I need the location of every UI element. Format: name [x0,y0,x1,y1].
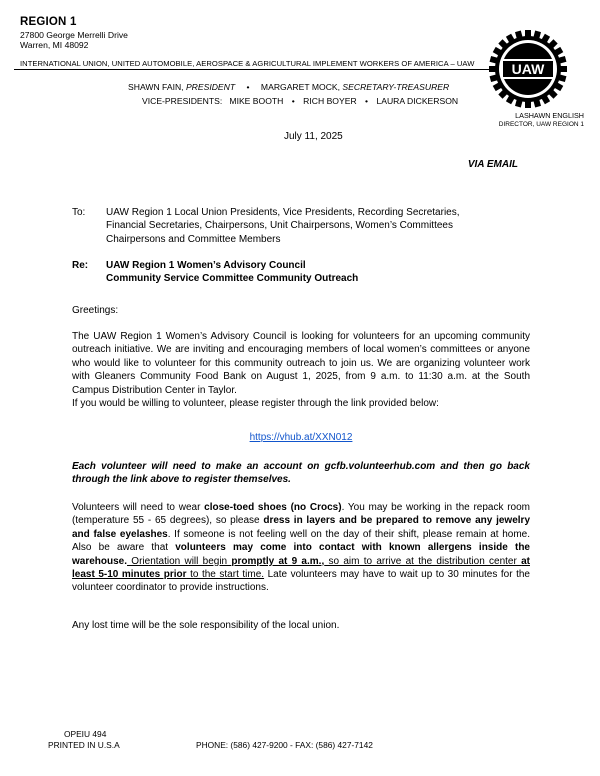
separator-dot: • [291,96,295,106]
req-minutes-prior: at least 5-10 minutes prior [72,555,530,581]
address-line-1: 27800 George Merrelli Drive [20,30,128,40]
paragraph-requirements [72,501,530,595]
account-note: Each volunteer will need to make an account on gcfb.volunteerhub.com and then go back through the link above to register themselves. [72,461,530,486]
req-allergens: volunteers may come into contact with known allergens inside the warehouse. [72,542,530,567]
separator-dot: • [246,82,250,92]
req-orientation: Orientation will begin [127,555,232,567]
secretary-treasurer-title: SECRETARY-TREASURER [342,82,450,92]
to-recipients: UAW Region 1 Local Union Presidents, Vice Presidents, Recording Secretaries, Financial Secretaries, Chairpersons, Unit Chairpersons, Women’s Committees Chairpersons and Committee Members [106,207,460,245]
vice-president-2: RICH BOYER [303,96,357,106]
via-email: VIA EMAIL [467,159,518,170]
registration-link[interactable]: https://vhub.at/XXN012 [249,432,353,443]
vice-president-3: LAURA DICKERSON [376,96,459,106]
re-subject [106,259,496,286]
to-label: To: [72,207,86,218]
greeting: Greetings: [72,305,119,316]
header-divider [14,69,492,70]
letter-date: July 11, 2025 [284,131,343,142]
president-title: PRESIDENT [185,82,236,92]
officers-line [128,82,449,92]
director-title: DIRECTOR, UAW REGION 1 [498,120,584,128]
paragraph-register-text: If you would be willing to volunteer, please register through the link provided below: [72,398,439,410]
vice-president-1: MIKE BOOTH [229,96,284,106]
req-text: . If someone is not feeling well on the day of their shift, please remain at home. Also be aware that [72,528,530,554]
re-subject-line-2: Community Service Committee Community Outreach [106,273,359,285]
vice-presidents-line [142,96,458,106]
address-line-2: Warren, MI 48092 [20,40,89,51]
req-late-text: Late volunteers may have to wait up to 30 minutes for the volunteer coordinator to provide instructions. [72,569,530,594]
closing-note: Any lost time will be the sole responsibility of the local union. [72,620,340,631]
footer-opeiu: OPEIU 494 [64,729,107,739]
union-name: INTERNATIONAL UNION, UNITED AUTOMOBILE, AEROSPACE & AGRICULTURAL IMPLEMENT WORKERS OF AMERICA – UAW [20,59,475,68]
req-arrive: so aim to arrive at the distribution center [324,555,522,567]
region-title: REGION 1 [20,16,77,28]
paragraph-intro-text: The UAW Region 1 Women’s Advisory Council is looking for volunteers for an upcoming community outreach initiative. We are inviting and encouraging members of local women’s committees or anyone who would like to volunteer for this community outreach to join us. We are organizing volunteer work with Gleaners Community Food Bank on August 1, 2025, from 9 a.m. to 11:30 a.m. at the South Campus Distribution Center in Taylor. [72,331,530,396]
director-name: LASHAWN ENGLISH [515,111,584,120]
footer-phone: PHONE: (586) 427-9200 - FAX: (586) 427-7142 [196,740,373,750]
president-name: SHAWN FAIN, [128,82,184,92]
paragraph-intro [72,330,530,410]
vice-presidents-label: VICE-PRESIDENTS: [142,96,223,106]
req-start-time: to the start time. [186,569,265,581]
director-block [499,112,584,129]
req-layers: dress in layers and be prepared to remove any jewelry and false eyelashes [72,515,531,540]
secretary-treasurer-name: MARGARET MOCK, [260,82,341,92]
footer-printed: PRINTED IN U.S.A [48,740,120,750]
re-subject-line-1: UAW Region 1 Women’s Advisory Council [106,260,306,271]
separator-dot: • [365,96,369,106]
req-text: . You may be working in the repack room (temperature 55 - 65 degrees), so please [72,502,531,527]
re-label: Re: [72,260,89,271]
logo-text: UAW [511,61,545,77]
req-text: Volunteers will need to wear [72,502,205,513]
region-address [20,30,128,51]
req-shoes: close-toed shoes (no Crocs) [204,502,342,513]
uaw-logo [487,28,569,110]
req-prompt-time: promptly at 9 a.m., [231,555,325,567]
